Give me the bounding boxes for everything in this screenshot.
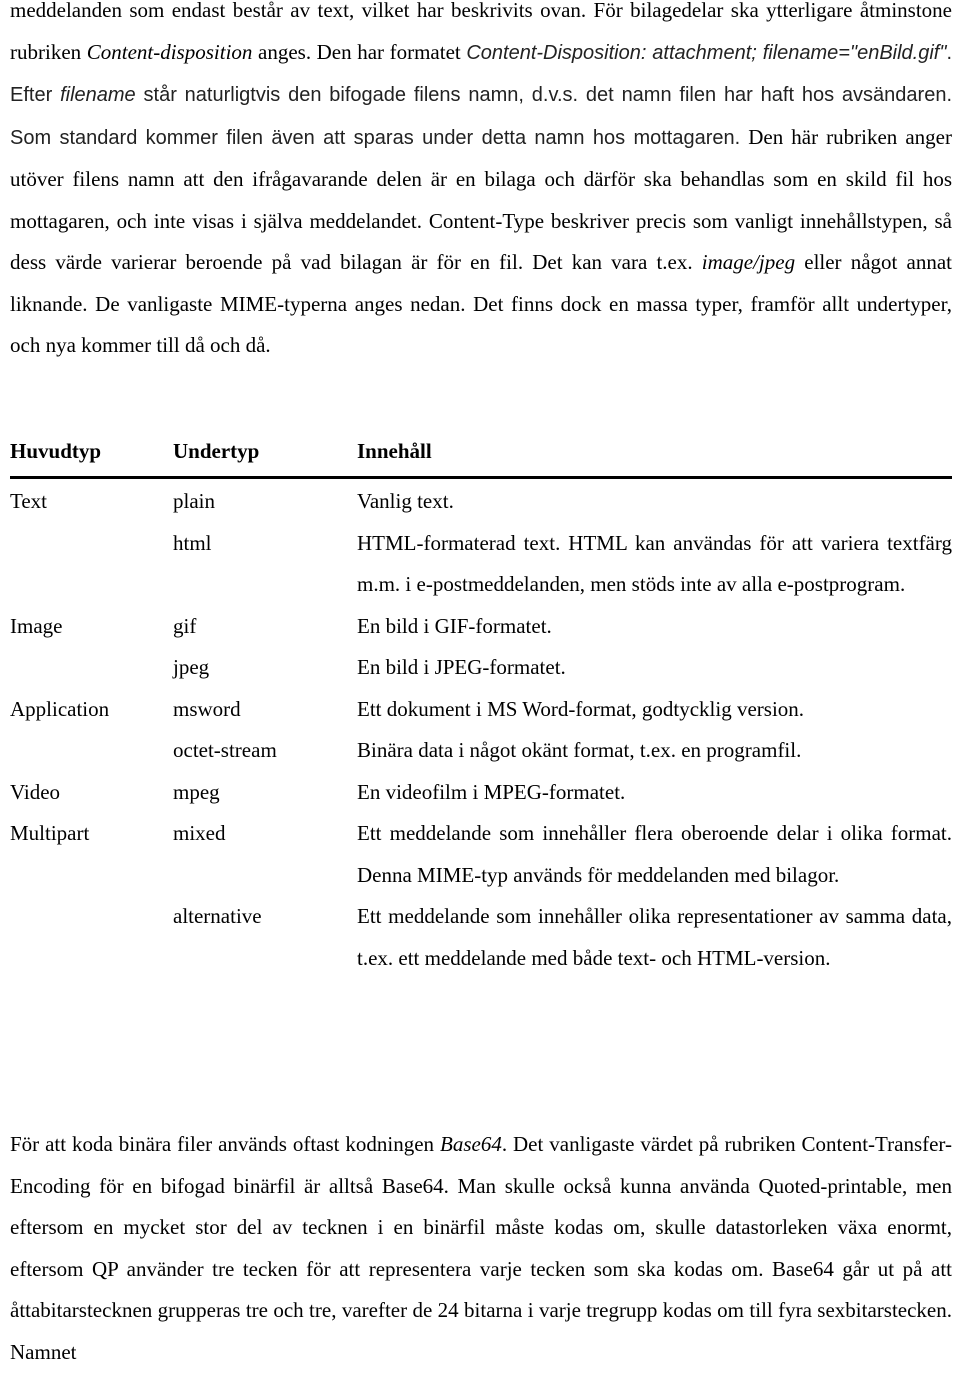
- table-row: [10, 606, 952, 648]
- description-cell: En bild i GIF-formatet.: [357, 613, 552, 638]
- mime-types-table: [10, 432, 952, 979]
- main-type-cell: Video: [10, 779, 61, 804]
- intro-text-4: står naturligtvis den bifogade filens namn, d.v.s. det namn filen har haft hos avsändaren. Som standard kommer filen även att sparas under detta namn hos mottagaren.: [10, 84, 953, 149]
- subtype-cell: octet-stream: [173, 738, 277, 762]
- main-type-cell: [10, 523, 173, 606]
- content-disposition-example: Content-Disposition: attachment; filename="enBild.gif": [466, 41, 947, 64]
- outro-text-2: . Det vanligaste värdet på rubriken Content-Transfer-Encoding för en bifogad binärfil är alltså Base64. Man skulle också kunna använda Quoted-printable, men eftersom en mycket stor del av tecknen i en binärfil måste kodas om, skulle datastorleken växa enormt, eftersom QP använder tre tecken för att representera varje tecken som ska kodas om. Base64 går ut på att åttabitarstecknen grupperas tre och tre, varefter de 24 bitarna i varje tregrupp kodas om till fyra sexbitarstecken. Namnet: [10, 1132, 952, 1364]
- subtype-cell: gif: [173, 613, 197, 638]
- intro-text-6: eller något annat liknande. De vanligaste MIME-typerna anges nedan. Det finns dock en massa typer, framför allt undertyper, och nya kommer till då och då.: [10, 250, 952, 357]
- main-type-cell: Application: [10, 696, 110, 721]
- main-type-cell: Image: [10, 613, 63, 638]
- table-header-row: [10, 432, 952, 478]
- subtype-cell: plain: [173, 489, 215, 513]
- intro-text-3: . Efter: [10, 41, 953, 106]
- image-jpeg-term: image/jpeg: [701, 250, 796, 274]
- subtype-cell: jpeg: [173, 655, 210, 679]
- content-disposition-term: Content-disposition: [86, 39, 253, 64]
- subtype-cell: mixed: [173, 821, 226, 845]
- base64-paragraph: [10, 1124, 952, 1373]
- description-cell: En videofilm i MPEG-formatet.: [357, 779, 626, 804]
- main-type-cell: Multipart: [10, 821, 90, 845]
- subtype-cell: msword: [173, 696, 241, 721]
- intro-paragraph: [10, 0, 952, 367]
- base64-term: Base64: [440, 1132, 502, 1156]
- table-row: [10, 772, 952, 814]
- subtype-cell: alternative: [173, 904, 262, 928]
- description-cell: Vanlig text.: [357, 489, 454, 513]
- filename-term: filename: [60, 84, 136, 106]
- main-type-cell: [10, 896, 173, 979]
- description-cell: Ett dokument i MS Word-format, godtycklig version.: [357, 696, 805, 721]
- description-cell: En bild i JPEG-formatet.: [357, 655, 566, 679]
- table-row: [10, 813, 952, 896]
- outro-text-1: För att koda binära filer används oftast kodningen: [10, 1132, 440, 1156]
- intro-text-2: anges. Den har formatet: [252, 39, 467, 64]
- table-row: [10, 730, 952, 772]
- header-huvudtyp: Huvudtyp: [10, 439, 102, 463]
- intro-text-1: meddelanden som endast består av text, vilket har beskrivits ovan. För bilagedelar ska ytterligare åtminstone rubriken: [10, 0, 952, 64]
- header-undertyp: Undertyp: [173, 439, 260, 463]
- description-cell: Ett meddelande som innehåller flera oberoende delar i olika format. Denna MIME-typ används för meddelanden med bilagor.: [357, 821, 952, 887]
- intro-text-5: Den här rubriken anger utöver filens namn att den ifrågavarande delen är en bilaga och därför ska behandlas som en skild fil hos mottagaren, och inte visas i själva meddelandet. Content-Type beskriver precis som vanligt innehållstypen, så dess värde varierar beroende på vad bilagan är för en fil. Det kan vara t.ex.: [10, 124, 952, 274]
- table-row: [10, 896, 952, 979]
- table-row: [10, 689, 952, 731]
- table-row: [10, 478, 952, 523]
- main-type-cell: Text: [10, 489, 48, 513]
- main-type-cell: [10, 730, 173, 772]
- description-cell: HTML-formaterad text. HTML kan användas för att variera textfärg m.m. i e-postmeddelanden, men stöds inte av alla e-postprogram.: [357, 530, 952, 596]
- subtype-cell: html: [173, 530, 212, 555]
- subtype-cell: mpeg: [173, 779, 220, 804]
- header-innehall: Innehåll: [357, 439, 432, 463]
- description-cell: Binära data i något okänt format, t.ex. en programfil.: [357, 738, 802, 762]
- table-row: [10, 647, 952, 689]
- main-type-cell: [10, 647, 173, 689]
- description-cell: Ett meddelande som innehåller olika representationer av samma data, t.ex. ett meddelande med både text- och HTML-version.: [357, 904, 952, 970]
- table-row: [10, 523, 952, 606]
